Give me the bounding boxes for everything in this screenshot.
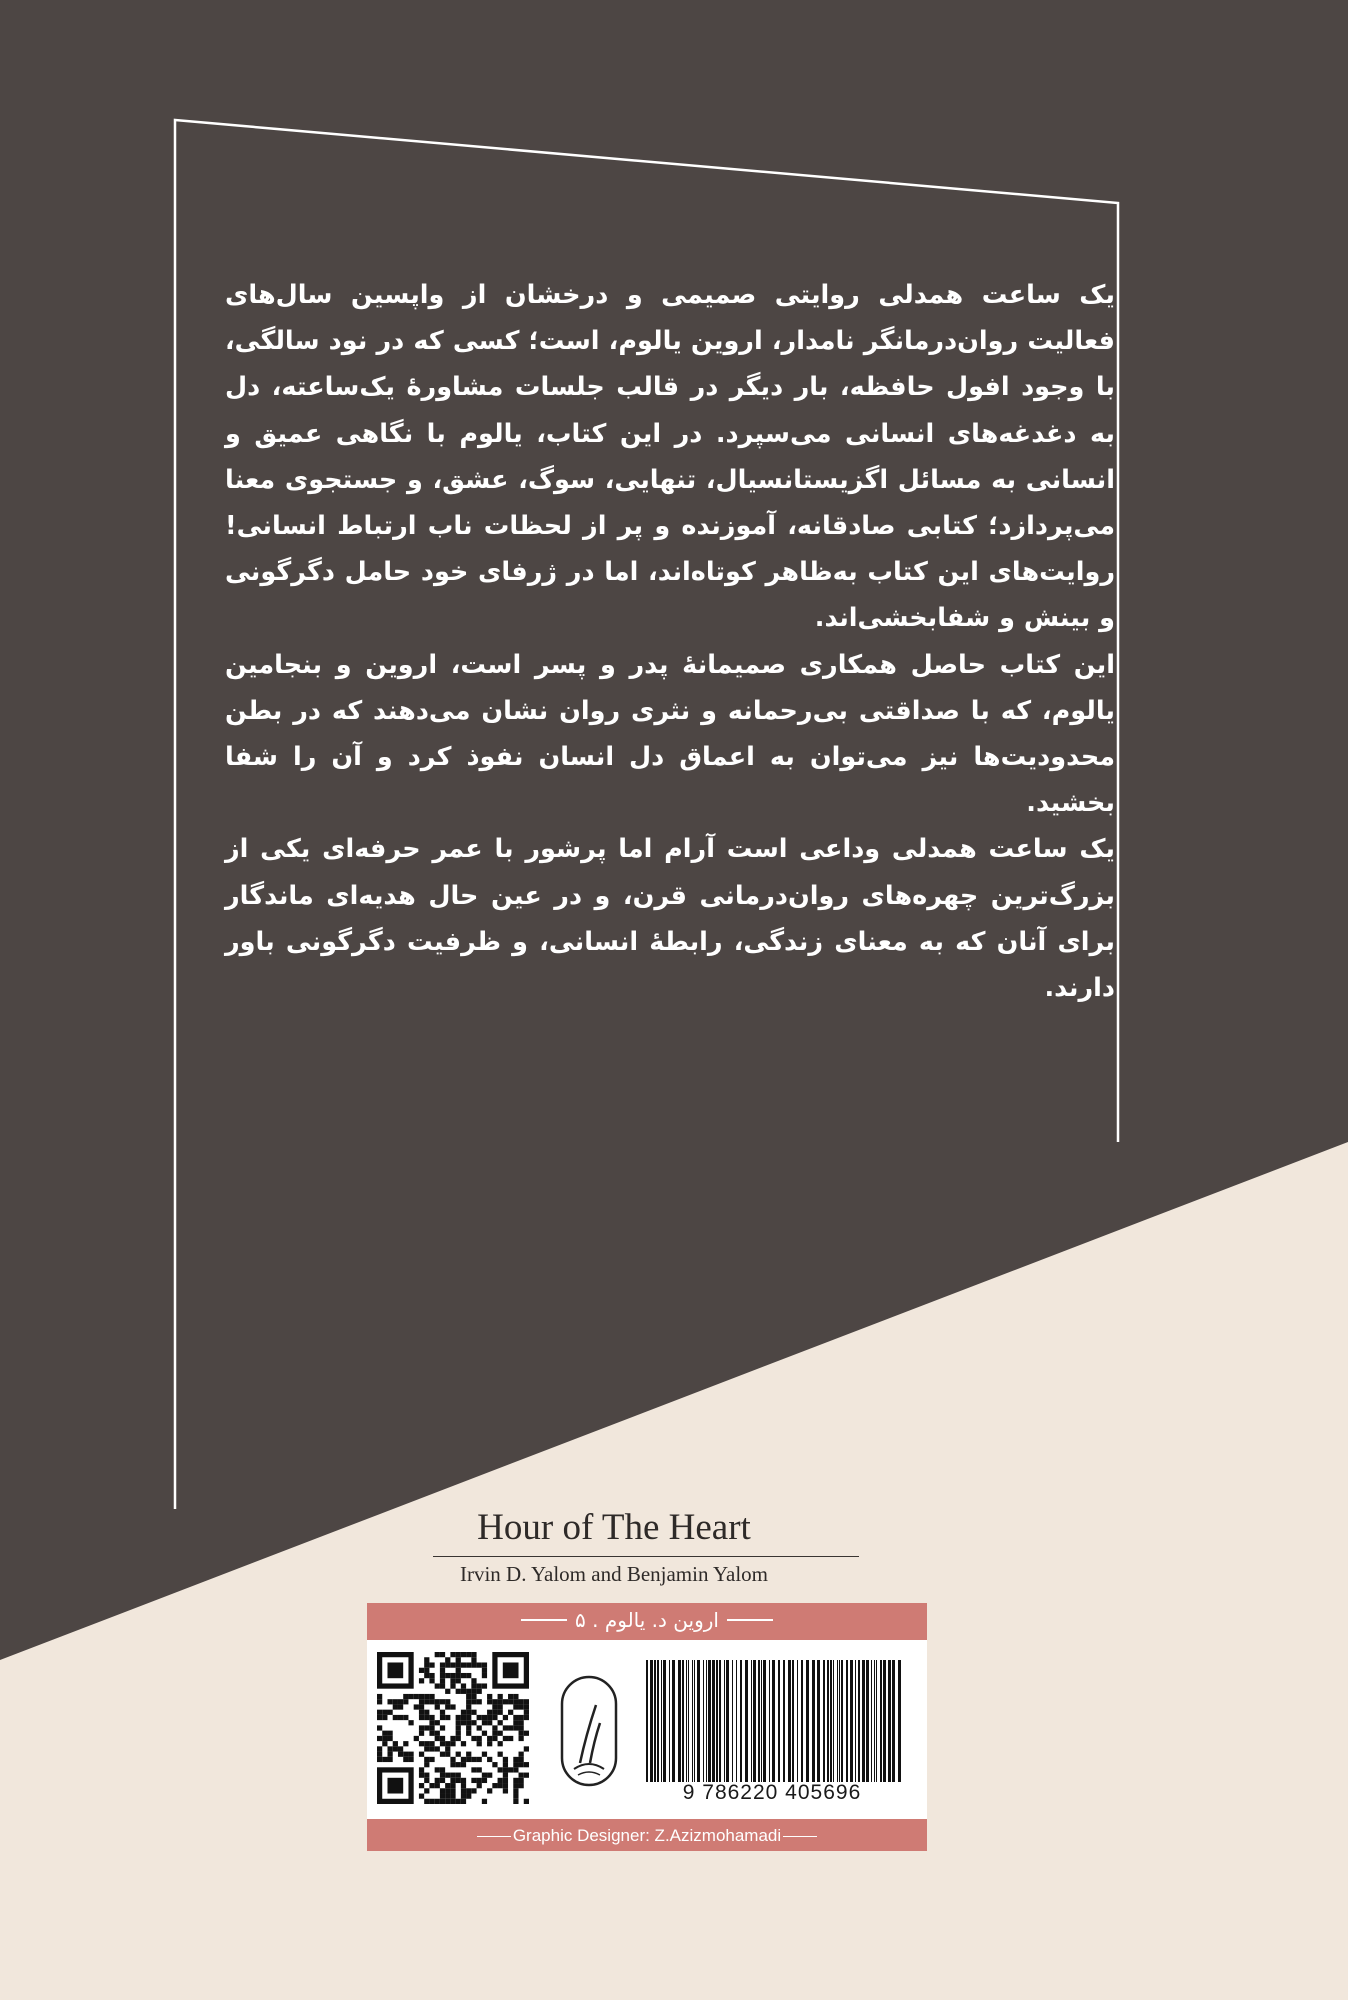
designer-dash-left — [477, 1836, 511, 1837]
isbn-number: 9 786220 405696 — [682, 1781, 862, 1804]
blurb-paragraph-1: یک ساعت همدلی روایتی صمیمی و درخشان از واپسین سال‌های فعالیت روان‌درمانگر نامدار، اروین یالوم، است؛ کسی که در نود سالگی، با وجود افول حافظه، بار دیگر در قالب جلسات مشاورهٔ یک‌ساعته، دل به دغدغه‌های انسانی می‌سپرد. در این کتاب، یالوم با نگاهی عمیق و انسانی به مسائل اگزیستانسیال، تنهایی، سوگ، عشق، و جستجوی معنا می‌پردازد؛ کتابی صادقانه، آموزنده و پر از لحظات ناب ارتباط انسانی! روایت‌های این کتاب به‌ظاهر کوتاه‌اند، اما در ژرفای خود حامل دگرگونی و بینش و شفابخشی‌اند. — [225, 280, 1115, 634]
title-divider — [433, 1556, 859, 1557]
back-cover-blurb — [225, 272, 1115, 1011]
english-authors: Irvin D. Yalom and Benjamin Yalom — [459, 1562, 768, 1586]
english-title: Hour of The Heart — [477, 1507, 751, 1548]
publisher-logo-icon — [560, 1675, 618, 1787]
series-dash-left — [521, 1619, 567, 1621]
barcode-icon — [632, 1660, 912, 1782]
blurb-paragraph-2: این کتاب حاصل همکاری صمیمانهٔ پدر و پسر است، اروین و بنجامین یالوم، که با صداقتی بی‌رحمانه و نثری روان نشان می‌دهند که در بطن محدودیت‌ها نیز می‌توان به اعماق دل انسان نفوذ کرد و آن را شفا بخشید. — [225, 649, 1115, 819]
blurb-paragraph-3: یک ساعت همدلی وداعی است آرام اما پرشور با عمر حرفه‌ای یکی از بزرگ‌ترین چهره‌های روان‌درمانی قرن، و در عین حال هدیه‌ای ماندگار برای آنان که به معنای زندگی، رابطهٔ انسانی، و ظرفیت دگرگونی باور دارند. — [225, 834, 1115, 1004]
series-dash-right — [727, 1619, 773, 1621]
designer-dash-right — [783, 1836, 817, 1837]
series-text: اروین د. یالوم . ۵ — [575, 1608, 719, 1632]
barcode-panel — [367, 1640, 927, 1819]
designer-credit: Graphic Designer: Z.Azizmohamadi — [512, 1826, 782, 1845]
series-line — [367, 1603, 927, 1637]
credit-box — [367, 1603, 927, 1851]
qr-code-icon[interactable] — [377, 1652, 529, 1804]
designer-credit-line — [367, 1823, 927, 1849]
